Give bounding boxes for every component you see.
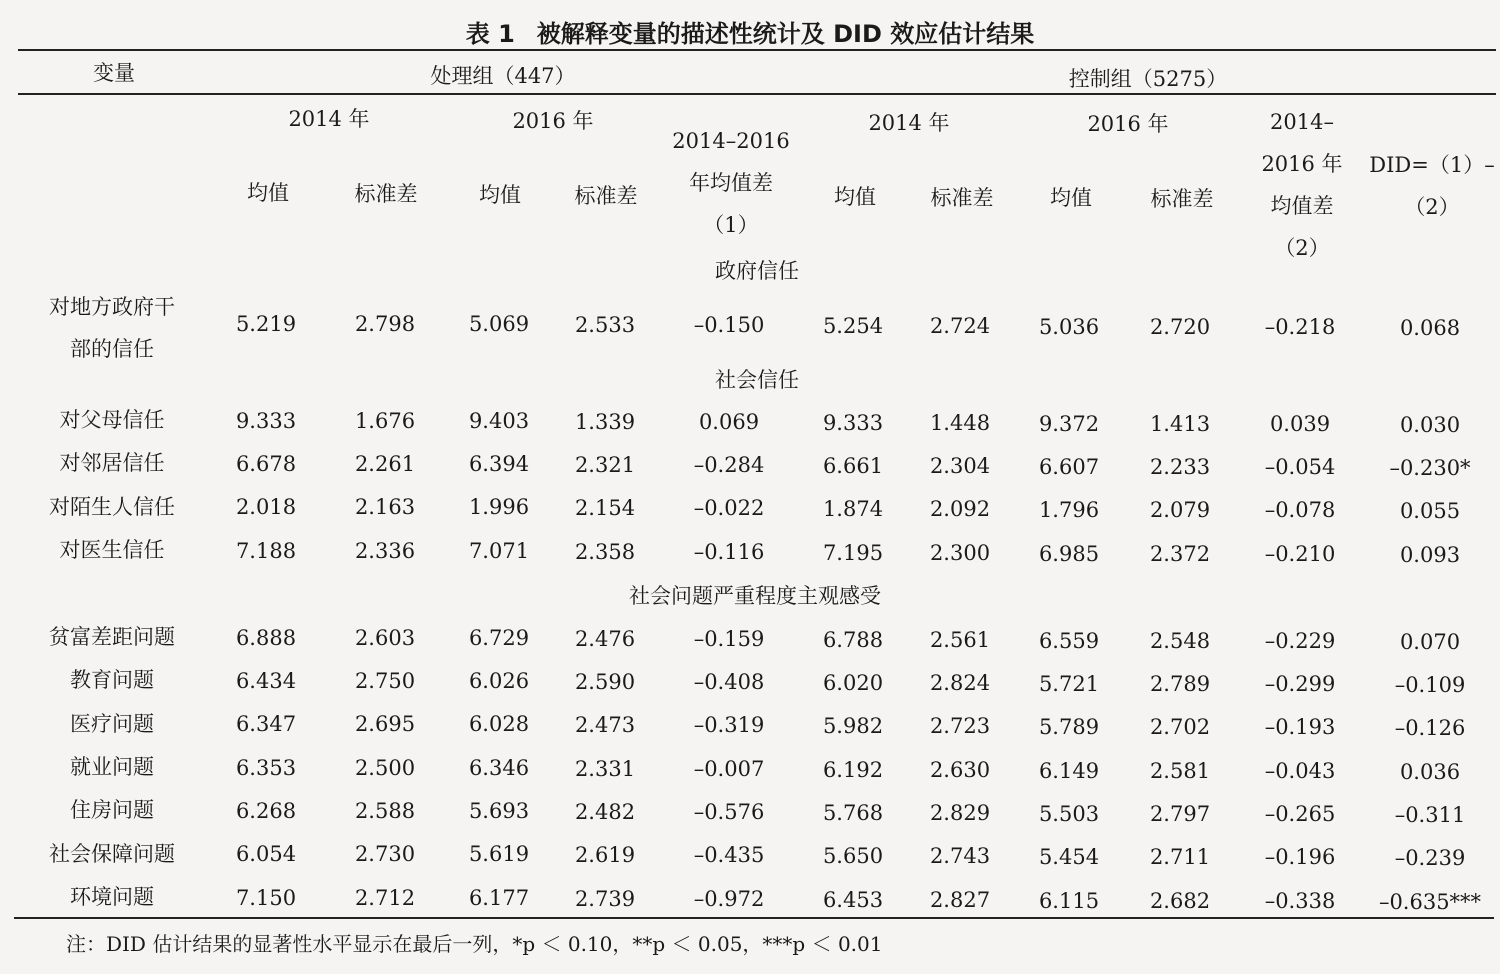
table-cell: 2.603 (354, 626, 416, 650)
table-cell: 5.789 (1038, 715, 1100, 739)
table-cell: 2.750 (354, 669, 416, 693)
table-cell: –0.210 (1264, 542, 1336, 566)
table-cell: 5.503 (1038, 802, 1100, 826)
header-did (1369, 144, 1494, 228)
bottom-rule (14, 917, 1494, 919)
table-cell: 5.721 (1038, 672, 1100, 696)
table-cell: 2.789 (1149, 672, 1211, 696)
table-cell: 6.020 (822, 671, 884, 695)
table-cell: 6.661 (822, 454, 884, 478)
table-cell: –0.218 (1264, 315, 1336, 339)
table-cell: 2.331 (574, 757, 636, 781)
table-cell: 6.028 (468, 712, 530, 736)
header-diff2-line: 2016 年 (1261, 152, 1343, 176)
section-title: 社会问题严重程度主观感受 (629, 584, 881, 608)
table-cell: 5.069 (468, 312, 530, 336)
table-cell: –0.338 (1264, 889, 1336, 913)
table-cell: –0.435 (693, 843, 765, 867)
table-cell: –0.408 (693, 670, 765, 694)
top-rule (18, 49, 1496, 51)
header-treatment-group: 处理组（447） (430, 64, 576, 88)
header-diff2-line: 均值差 (1270, 194, 1334, 218)
table-cell: 2.743 (929, 844, 991, 868)
table-cell: 2.372 (1149, 542, 1211, 566)
table-cell: 2.561 (929, 628, 991, 652)
table-cell: 7.188 (235, 539, 297, 563)
table-cell: 9.372 (1038, 412, 1100, 436)
table-cell: 2.018 (235, 495, 297, 519)
table-cell: 7.195 (822, 541, 884, 565)
table-cell: –0.159 (693, 627, 765, 651)
row-label: 对陌生人信任 (49, 495, 175, 519)
table-cell: –0.150 (693, 313, 765, 337)
did-value-cell: 0.036 (1399, 760, 1461, 784)
table-cell: 6.559 (1038, 629, 1100, 653)
header-sd: 标准差 (354, 182, 418, 206)
table-cell: 6.347 (235, 712, 297, 736)
header-mean: 均值 (479, 183, 521, 207)
table-cell: 2.482 (574, 800, 636, 824)
header-did-line: DID=（1）– (1369, 153, 1495, 177)
table-cell: 2.824 (929, 671, 991, 695)
table-cell: 6.054 (235, 842, 297, 866)
table-cell: 6.729 (468, 626, 530, 650)
table-cell: 6.453 (822, 888, 884, 912)
table-cell: –0.022 (693, 496, 765, 520)
table-cell: 5.036 (1038, 315, 1100, 339)
table-cell: 0.039 (1269, 412, 1331, 436)
header-sd: 标准差 (574, 184, 638, 208)
table-note: 注：DID 估计结果的显著性水平显示在最后一列，*p ＜ 0.10，**p ＜ 0.05，***p ＜ 0.01 (66, 932, 883, 956)
table-title (0, 14, 1500, 49)
row-label: 教育问题 (70, 668, 154, 692)
table-cell: –0.078 (1264, 498, 1336, 522)
table-cell: 2.695 (354, 712, 416, 736)
table-cell: 2.797 (1149, 802, 1211, 826)
table-cell: –0.576 (693, 800, 765, 824)
header-mean: 均值 (247, 181, 289, 205)
header-diff2-line: 2014– (1270, 110, 1334, 134)
table-cell: 2.300 (929, 541, 991, 565)
did-value-cell: 0.070 (1399, 630, 1461, 654)
table-cell: 2.724 (929, 314, 991, 338)
table-cell: 7.071 (468, 539, 530, 563)
table-cell: 6.353 (235, 756, 297, 780)
table-cell: 2.233 (1149, 455, 1211, 479)
table-cell: 2.336 (354, 539, 416, 563)
table-cell: –0.043 (1264, 759, 1336, 783)
header-mean: 均值 (1050, 186, 1092, 210)
did-value-cell: 0.055 (1399, 499, 1461, 523)
table-cell: 6.434 (235, 669, 297, 693)
did-value-cell: 0.068 (1399, 316, 1461, 340)
table-cell: –0.054 (1264, 455, 1336, 479)
table-cell: 6.149 (1038, 759, 1100, 783)
table-cell: 1.874 (822, 497, 884, 521)
table-cell: 2.154 (574, 496, 636, 520)
table-cell: 1.796 (1038, 498, 1100, 522)
table-cell: 6.678 (235, 452, 297, 476)
table-cell: –0.319 (693, 713, 765, 737)
table-cell: 1.996 (468, 495, 530, 519)
did-value-cell: 0.093 (1399, 543, 1461, 567)
table-cell: 2.723 (929, 714, 991, 738)
table-cell: 2.533 (574, 313, 636, 337)
table-cell: 1.676 (354, 409, 416, 433)
did-value-cell: –0.635*** (1378, 890, 1482, 914)
table-number: 表 1 (465, 20, 515, 48)
header-mean: 均值 (834, 185, 876, 209)
table-cell: 2.581 (1149, 759, 1211, 783)
table-cell: 5.254 (822, 314, 884, 338)
table-cell: 9.403 (468, 409, 530, 433)
header-diff1 (672, 120, 789, 246)
did-value-cell: –0.311 (1394, 803, 1466, 827)
table-cell: 2.092 (929, 497, 991, 521)
table-cell: 2.473 (574, 713, 636, 737)
table-cell: 2.720 (1149, 315, 1211, 339)
header-sd: 标准差 (1150, 187, 1214, 211)
row-label: 对邻居信任 (59, 451, 165, 475)
header-treat-2014: 2014 年 (288, 107, 370, 131)
table-cell: 5.768 (822, 801, 884, 825)
table-cell: 2.548 (1149, 629, 1211, 653)
table-cell: 2.358 (574, 540, 636, 564)
row-label-line: 对地方政府干 (49, 295, 175, 319)
row-label: 医疗问题 (70, 712, 154, 736)
table-cell: 2.730 (354, 842, 416, 866)
table-cell: 2.588 (354, 799, 416, 823)
table-cell: 6.394 (468, 452, 530, 476)
table-cell: 0.069 (698, 410, 760, 434)
header-diff1-line: （1） (703, 213, 759, 237)
table-cell: 6.026 (468, 669, 530, 693)
table-cell: –0.265 (1264, 802, 1336, 826)
table-cell: –0.284 (693, 453, 765, 477)
table-cell: –0.007 (693, 757, 765, 781)
table-cell: 2.304 (929, 454, 991, 478)
table-cell: 2.712 (354, 886, 416, 910)
table-cell: 2.476 (574, 627, 636, 651)
table-cell: 2.702 (1149, 715, 1211, 739)
header-diff2 (1261, 101, 1342, 269)
table-cell: 5.219 (235, 312, 297, 336)
table-cell: –0.972 (693, 887, 765, 911)
table-cell: 1.413 (1149, 412, 1211, 436)
table-cell: –0.196 (1264, 845, 1336, 869)
table-cell: 2.261 (354, 452, 416, 476)
table-cell: 6.192 (822, 758, 884, 782)
header-treat-2016: 2016 年 (512, 109, 594, 133)
table-cell: 6.177 (468, 886, 530, 910)
header-control-group: 控制组（5275） (1068, 67, 1228, 91)
table-cell: 2.682 (1149, 889, 1211, 913)
row-label: 就业问题 (70, 755, 154, 779)
table-cell: 5.650 (822, 844, 884, 868)
table-cell: 2.711 (1149, 845, 1211, 869)
table-cell: 2.619 (574, 843, 636, 867)
table-cell: 2.829 (929, 801, 991, 825)
table-cell: 1.448 (929, 411, 991, 435)
did-value-cell: 0.030 (1399, 413, 1461, 437)
header-ctrl-2016: 2016 年 (1087, 112, 1169, 136)
row-label (49, 286, 175, 370)
table-cell: 5.693 (468, 799, 530, 823)
table-cell: 2.500 (354, 756, 416, 780)
table-cell: 6.346 (468, 756, 530, 780)
row-label: 住房问题 (70, 798, 154, 822)
table-cell: 7.150 (235, 886, 297, 910)
table-cell: 6.788 (822, 628, 884, 652)
table-cell: 5.982 (822, 714, 884, 738)
table-cell: –0.193 (1264, 715, 1336, 739)
header-rule (18, 93, 1496, 95)
header-ctrl-2014: 2014 年 (868, 111, 950, 135)
did-value-cell: –0.109 (1394, 673, 1466, 697)
row-label-line: 部的信任 (70, 337, 154, 361)
table-cell: 5.619 (468, 842, 530, 866)
header-sd: 标准差 (930, 186, 994, 210)
section-title: 政府信任 (715, 259, 799, 283)
table-cell: 2.163 (354, 495, 416, 519)
did-value-cell: –0.126 (1394, 716, 1466, 740)
table-cell: 5.454 (1038, 845, 1100, 869)
table-cell: –0.116 (693, 540, 765, 564)
header-diff2-line: （2） (1274, 236, 1330, 260)
table-cell: 2.739 (574, 887, 636, 911)
table-cell: 2.590 (574, 670, 636, 694)
table-cell: 1.339 (574, 410, 636, 434)
table-cell: 2.321 (574, 453, 636, 477)
table-cell: –0.229 (1264, 629, 1336, 653)
header-variable: 变量 (93, 61, 135, 85)
header-did-line: （2） (1404, 195, 1460, 219)
header-diff1-line: 年均值差 (688, 171, 773, 195)
row-label: 贫富差距问题 (49, 625, 175, 649)
table-cell: 2.079 (1149, 498, 1211, 522)
table-cell: 2.827 (929, 888, 991, 912)
table-cell: 6.607 (1038, 455, 1100, 479)
did-value-cell: –0.239 (1394, 846, 1466, 870)
row-label: 对医生信任 (59, 538, 165, 562)
table-cell: 2.798 (354, 312, 416, 336)
table-cell: 9.333 (235, 409, 297, 433)
table-cell: –0.299 (1264, 672, 1336, 696)
table-cell: 6.985 (1038, 542, 1100, 566)
row-label: 社会保障问题 (49, 842, 175, 866)
header-diff1-line: 2014–2016 (672, 129, 790, 153)
table-cell: 2.630 (929, 758, 991, 782)
row-label: 环境问题 (70, 885, 154, 909)
did-value-cell: –0.230* (1389, 456, 1471, 480)
table-cell: 9.333 (822, 411, 884, 435)
table-title-text: 被解释变量的描述性统计及 DID 效应估计结果 (536, 20, 1035, 48)
row-label: 对父母信任 (59, 408, 165, 432)
section-title: 社会信任 (715, 368, 799, 392)
table-cell: 6.888 (235, 626, 297, 650)
table-cell: 6.115 (1038, 889, 1100, 913)
table-cell: 6.268 (235, 799, 297, 823)
